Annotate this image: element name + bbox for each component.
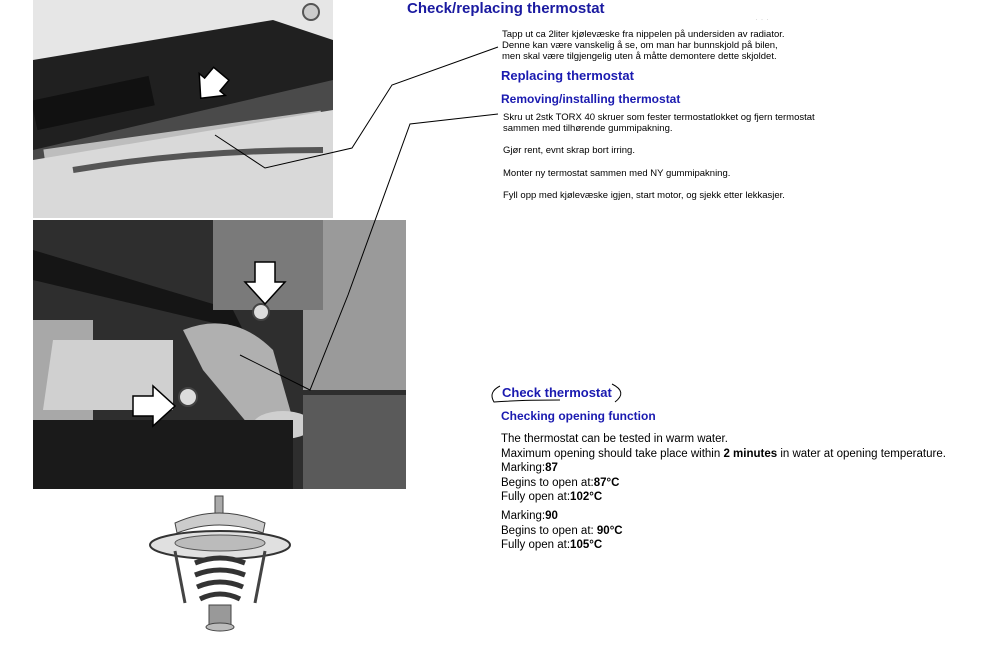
begins-value: 90°C [596,524,623,537]
faint-artifact: · · · [755,14,769,24]
marking-87-row [501,461,946,476]
replacing-heading: Replacing thermostat [501,68,634,83]
check-text-post: in water at opening temperature. [777,447,946,460]
marking-value: 90 [545,510,558,522]
begins-label: Begins to open at: [501,476,594,489]
check-text-line-1: The thermostat can be tested in warm water. [501,433,728,445]
checking-heading: Checking opening function [501,409,656,423]
check-text-line-2 [501,447,946,462]
fully-value: 105°C [570,539,603,551]
drain-note-line: men skal være tilgjengelig uten å måtte demontere dette skjoldet. [502,51,777,62]
drain-note [502,29,785,62]
marking-label: Marking: [501,462,546,474]
fully-value: 102°C [570,491,603,503]
begins-label: Begins to open at: [501,524,597,537]
marking-90-row [501,509,623,524]
check-heading: Check thermostat [502,385,612,400]
step-1-line-1: Skru ut 2stk TORX 40 skruer som fester termostatlokket og fjern termostat [503,112,815,123]
begins-value: 87°C [593,476,620,489]
begins-87-row [501,476,946,491]
drain-note-line: Tapp ut ca 2liter kjølevæske fra nippelen på undersiden av radiator. [502,29,785,40]
fully-87-row [501,490,946,505]
check-text-pre: Maximum opening should take place within [501,447,724,460]
fully-label: Fully open at: [501,491,571,503]
step-1-line-2: sammen med tilhørende gummipakning. [503,123,673,134]
fully-label: Fully open at: [501,539,571,551]
removing-steps [503,112,815,134]
step-2: Gjør rent, evnt skrap bort irring. [503,145,635,156]
begins-90-row [501,524,623,539]
marking-label: Marking: [501,510,546,522]
fully-90-row [501,538,623,553]
marking-value: 87 [545,462,558,474]
check-text-bold: 2 minutes [723,447,778,460]
check-text [501,432,946,505]
page-title: Check/replacing thermostat [407,0,605,17]
step-4: Fyll opp med kjølevæske igjen, start motor, og sjekk etter lekkasjer. [503,190,785,201]
removing-heading: Removing/installing thermostat [501,92,681,106]
drain-note-line: Denne kan være vanskelig å se, om man har bunnskjold på bilen, [502,40,778,51]
thermostat-90-block [501,509,623,553]
step-3: Monter ny termostat sammen med NY gummipakning. [503,168,731,179]
